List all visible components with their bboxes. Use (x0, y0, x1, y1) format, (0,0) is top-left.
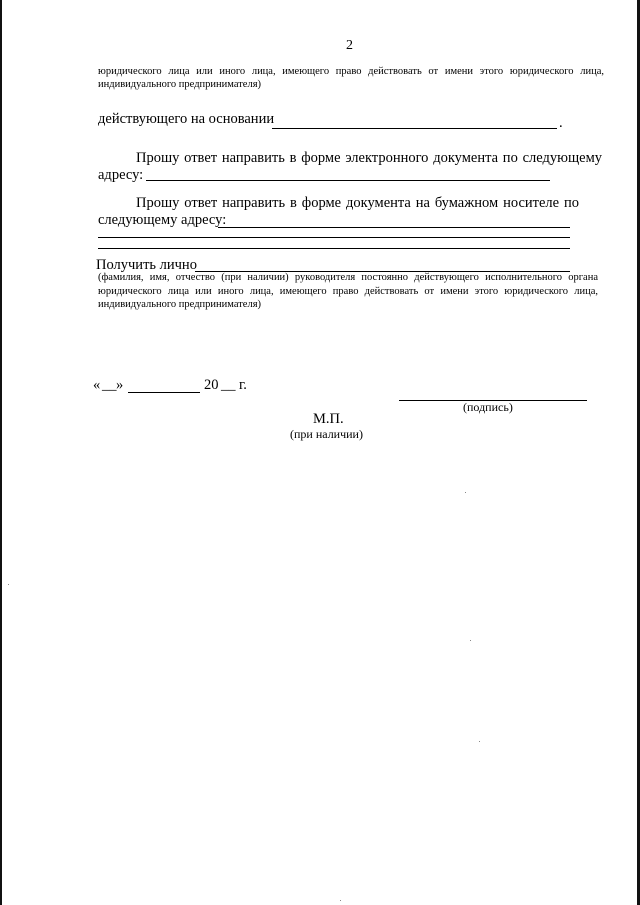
electronic-request-line-1: Прошу ответ направить в форме электронного документа по следующему (136, 150, 602, 166)
scan-speck (8, 584, 9, 585)
top-note-line-2: индивидуального предпринимателя) (98, 79, 262, 90)
paper-address-line-1[interactable] (218, 227, 570, 228)
scan-speck (470, 640, 471, 641)
date-year-suffix: г. (239, 377, 247, 393)
personal-note-line-2: юридического лица или иного лица, имеющего право действовать от имени этого юридического лица, (98, 286, 598, 297)
personal-note-line-1: (фамилия, имя, отчество (при наличии) руководителя постоянно действующего исполнительного органа (98, 272, 598, 283)
basis-field-line[interactable] (272, 128, 557, 129)
basis-end-period: . (559, 115, 563, 131)
scan-speck (479, 741, 480, 742)
scan-speck (465, 492, 466, 493)
electronic-address-line[interactable] (146, 180, 550, 181)
scan-speck (340, 900, 341, 901)
date-year-blank[interactable]: __ (221, 377, 236, 393)
date-year-prefix: 20 (204, 377, 219, 393)
paper-address-label: следующему адресу: (98, 212, 227, 228)
stamp-note: (при наличии) (290, 427, 363, 441)
signature-caption: (подпись) (463, 400, 513, 414)
paper-request-line-1: Прошу ответ направить в форме документа на бумажном носителе по (136, 195, 579, 211)
basis-label: действующего на основании (98, 111, 275, 127)
electronic-address-label: адресу: (98, 167, 144, 183)
date-open-quote: « (93, 377, 101, 393)
date-day-blank[interactable]: __ (102, 377, 117, 393)
paper-address-line-2[interactable] (98, 237, 570, 238)
receive-personally-label: Получить лично (96, 257, 197, 273)
scan-edge-left (0, 0, 2, 905)
stamp-label: М.П. (313, 411, 344, 427)
top-note-line-1: юридического лица или иного лица, имеющего право действовать от имени этого юридического лица, (98, 66, 604, 77)
page-number: 2 (346, 38, 353, 53)
personal-note-line-3: индивидуального предпринимателя) (98, 299, 262, 310)
date-close-quote: » (116, 377, 124, 393)
date-month-line[interactable] (128, 392, 200, 393)
paper-address-line-3[interactable] (98, 248, 570, 249)
